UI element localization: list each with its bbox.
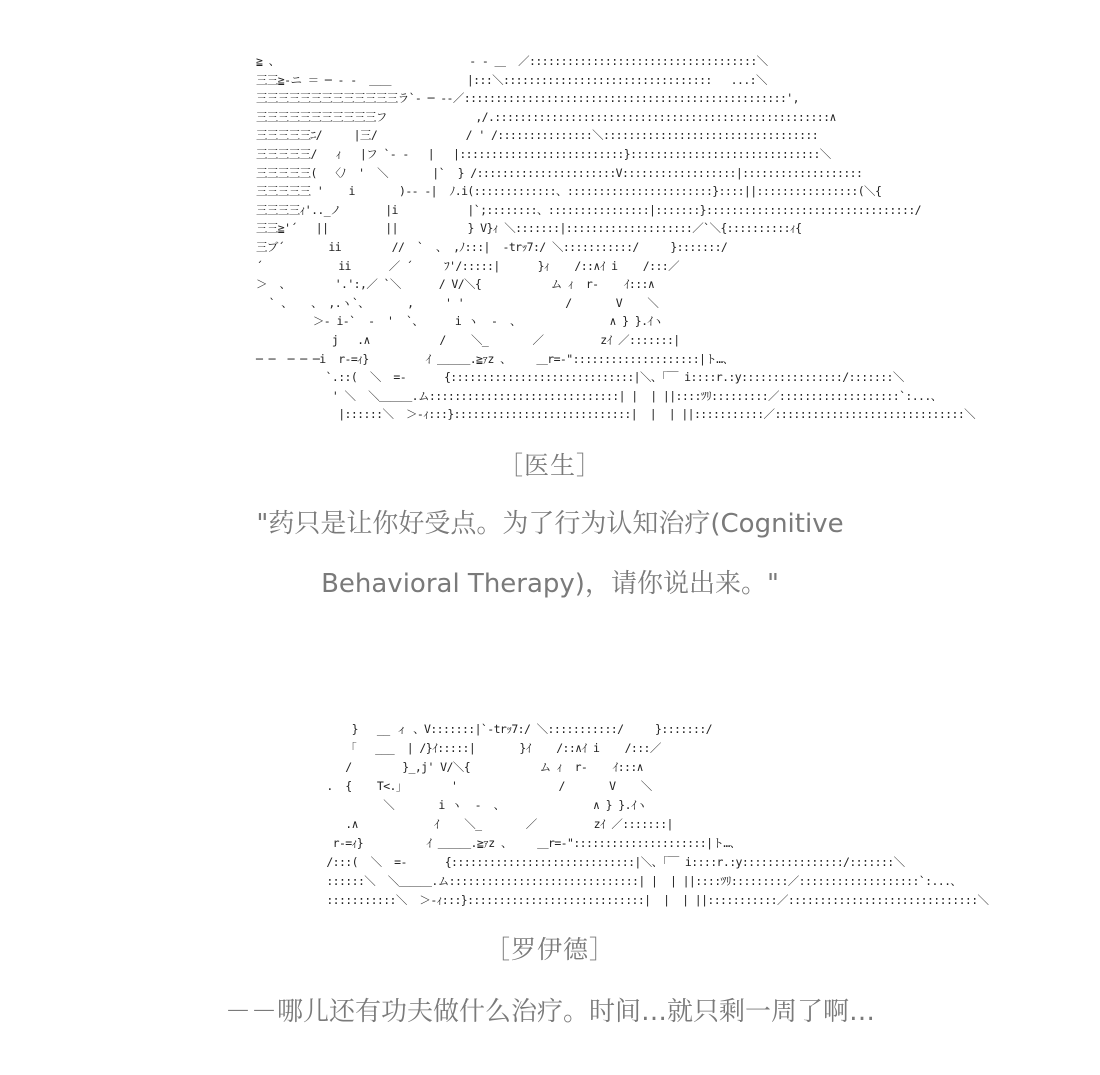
ascii-art-doctor: ≧ 、 ‐ ‐ ＿ ／::::::::::::::::::::::::::::::::::::＼ 三三≧‐ニ ＝ ─ ‐ ‐ ＿＿ |:::＼::::::::::::::::::::::::::::::::: ...:＼ 三三三三三三三三三三三三三ラ`‐ ─ ‐‐／:::::::::::::::::::::::::::::::::::::::::::::::::::', 三三三三三三三三三三三フ ,/.:::::::::::::::::::::::::::::::::::::::::::::::::::::∧ 三三三三三ﾆ/ |三/ / ' /:::::::::::::::＼:::::::::::::::::::::::::::::::::: 三三三三三/ ｨ |フ `‐ ‐ | |::::::::::::::::::::::::::}::::::::::::::::::::::::::::::＼ 三三三三三( 〈ﾉ ' ＼ |` } /::::::::::::::::::::::V::::::::::::::::::|::::::::::::::::::: 三三三三三 ' i )‐‐ ‐| ﾉ.i(:::::::::::::、:::::::::::::::::::::::}::::||::::::::::::::::(＼{ 三三三三ｨ'.._ノ |i |`;::::::::、::::::::::::::::|:::::::}:::::::::::::::::::::::::::::::::/ 三三≧'´ || || } V}ｨ ＼:::::::|::::::::::::::::::::／`＼{::::::::::ｨ{ 三ブ´ ii // ` 、 ,ﾉ:::| -trｯ7:/ ＼:::::::::::/ }:::::::/ ´ ii ／ ´ ﾌ'/:::::| }ｨ /::∧ｲ i /:::／ ＞ 、 '.':,／ `＼ / V/＼{ ム ｨ r‐ ｲ:::∧ ` 、 、 ,.ヽ`、 , ' ' / V ＼ ＞‐ i-` - ' `、 i ヽ - 、 ∧ } }.ｲヽ j .∧ / ＼_ ／ zｲ ／:::::::| ─ ─ ─ ─ ─i r‐=ｨ} ｲ ＿＿＿.≧ｧz 、 ＿r=‐"::::::::::::::::::::|ト…、 `.::( ＼ =‐ {:::::::::::::::::::::::::::::|＼、「￣ i::::r.:y::::::::::::::::/:::::::＼ ' ＼ ＼＿＿＿.ム::::::::::::::::::::::::::::::| | | ||::::ﾂﾘ:::::::::／:::::::::::::::::::`:...、 |::::::＼ ＞‐ｨ:::}::::::::::::::::::::::::::::| | | ||:::::::::::／::::::::::::::::::::::::::::::＼ — [256, 54, 976, 422]
dialogue-line-doctor-2: Behavioral Therapy)，请你说出来。" — [321, 569, 779, 599]
speaker-label-doctor: ［医生］ — [497, 451, 602, 480]
dialogue-line-lloyd: －－哪儿还有功夫做什么治疗。时间…就只剩一周了啊… — [224, 997, 875, 1027]
ascii-art-lloyd: } __ ィ 、V:::::::|`-trｯ7:/ ＼:::::::::::/ }:::::::/ 「 ___ | /}ｲ:::::| }ｲ /::∧ｲ i /:::／ / }_,j' V/＼{ ム ｨ r‐ ｲ:::∧ . { T<.」 ' / V ＼ ＼ i ヽ - 、 ∧ } }.ｲヽ .∧ ｲ ＼_ ／ zｲ ／:::::::| r‐=ｨ} ｲ ＿＿＿.≧ｧz 、 ＿r=‐":::::::::::::::::::::|ト…、 /:::( ＼ =‐ {:::::::::::::::::::::::::::::|＼、「￣ i::::r.:y::::::::::::::::/:::::::＼ ::::::＼ ＼＿＿＿.ム::::::::::::::::::::::::::::::| | | ||::::ﾂﾘ:::::::::／:::::::::::::::::::`:...、 :::::::::::＼ ＞‐ｨ:::}::::::::::::::::::::::::::::| | | ||:::::::::::／::::::::::::::::::::::::::::::＼ — [326, 722, 989, 907]
dialogue-line-doctor-1: "药只是让你好受点。为了行为认知治疗(Cognitive — [256, 509, 844, 539]
speaker-label-lloyd: ［罗伊德］ — [484, 935, 615, 964]
